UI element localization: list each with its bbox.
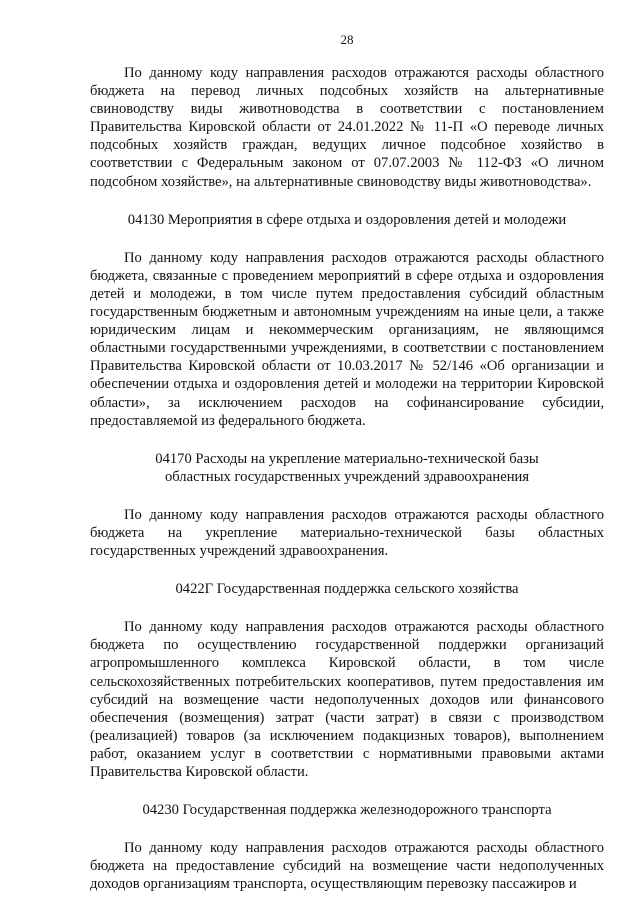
- heading-0422G: [90, 580, 604, 598]
- paragraph-swine-alternatives: По данному коду направления расходов отражаются расходы областного бюджета на перевод личных подсобных хозяйств на альтернативные свиноводству виды животноводства в соответствии с постановлением Правительства Кировской области от 24.01.2022 № 11-П «О переводе личных подсобных хозяйств граждан, ведущих личное подсобное хозяйство в соответствии с Федеральным законом от 07.07.2003 № 112-ФЗ «О личном подсобном хозяйстве», на альтернативные свиноводству виды животноводства».: [90, 65, 604, 190]
- heading-04170: [90, 450, 604, 486]
- paragraph-children-recreation: По данному коду направления расходов отражаются расходы областного бюджета, связанные с проведением мероприятий в сфере отдыха и оздоровления детей и молодежи, в том числе путем предоставления субсидий областным государственным бюджетным и автономным учреждениям на иные цели, а также юридическим лицам и некоммерческим организациям, не являющимся областными государственными учреждениями, в соответствии с постановлением Правительства Кировской области от 10.03.2017 № 52/146 «Об организации и обеспечении отдыха и оздоровления детей и молодежи на территории Кировской области», за исключением расходов на софинансирование субсидии, предоставляемой из федерального бюджета.: [90, 249, 604, 429]
- paragraph-railway-support: По данному коду направления расходов отражаются расходы областного бюджета на предоставление субсидий на возмещение части недополученных доходов организациям транспорта, осуществляющим перевозку пассажиров и: [90, 840, 604, 893]
- paragraph-healthcare-base: По данному коду направления расходов отражаются расходы областного бюджета на укрепление материально-технической базы областных государственных учреждений здравоохранения.: [90, 506, 604, 560]
- page-number: 28: [340, 32, 354, 47]
- heading-line: 0422Г Государственная поддержка сельского хозяйства: [175, 581, 519, 598]
- paragraph-agriculture-support: По данному коду направления расходов отражаются расходы областного бюджета по осуществлению государственной поддержки организаций агропромышленного комплекса Кировской области, в том числе сельскохозяйственных потребительских кооперативов, путем предоставления им субсидий на возмещение части недополученных доходов или финансового обеспечения (возмещения) затрат (части затрат) в связи с производством (реализацией) товаров (за исключением подакцизных товаров), выполнением работ, оказанием услуг в соответствии с нормативными правовыми актами Правительства Кировской области.: [90, 619, 604, 780]
- heading-04130: [90, 211, 604, 229]
- heading-04230: [90, 801, 604, 819]
- heading-line: 04130 Мероприятия в сфере отдыха и оздоровления детей и молодежи: [127, 211, 567, 228]
- heading-line: 04170 Расходы на укрепление материально-технической базы: [155, 450, 539, 467]
- document-page: [90, 32, 604, 893]
- heading-line: областных государственных учреждений здравоохранения: [164, 468, 530, 485]
- heading-line: 04230 Государственная поддержка железнодорожного транспорта: [142, 802, 552, 819]
